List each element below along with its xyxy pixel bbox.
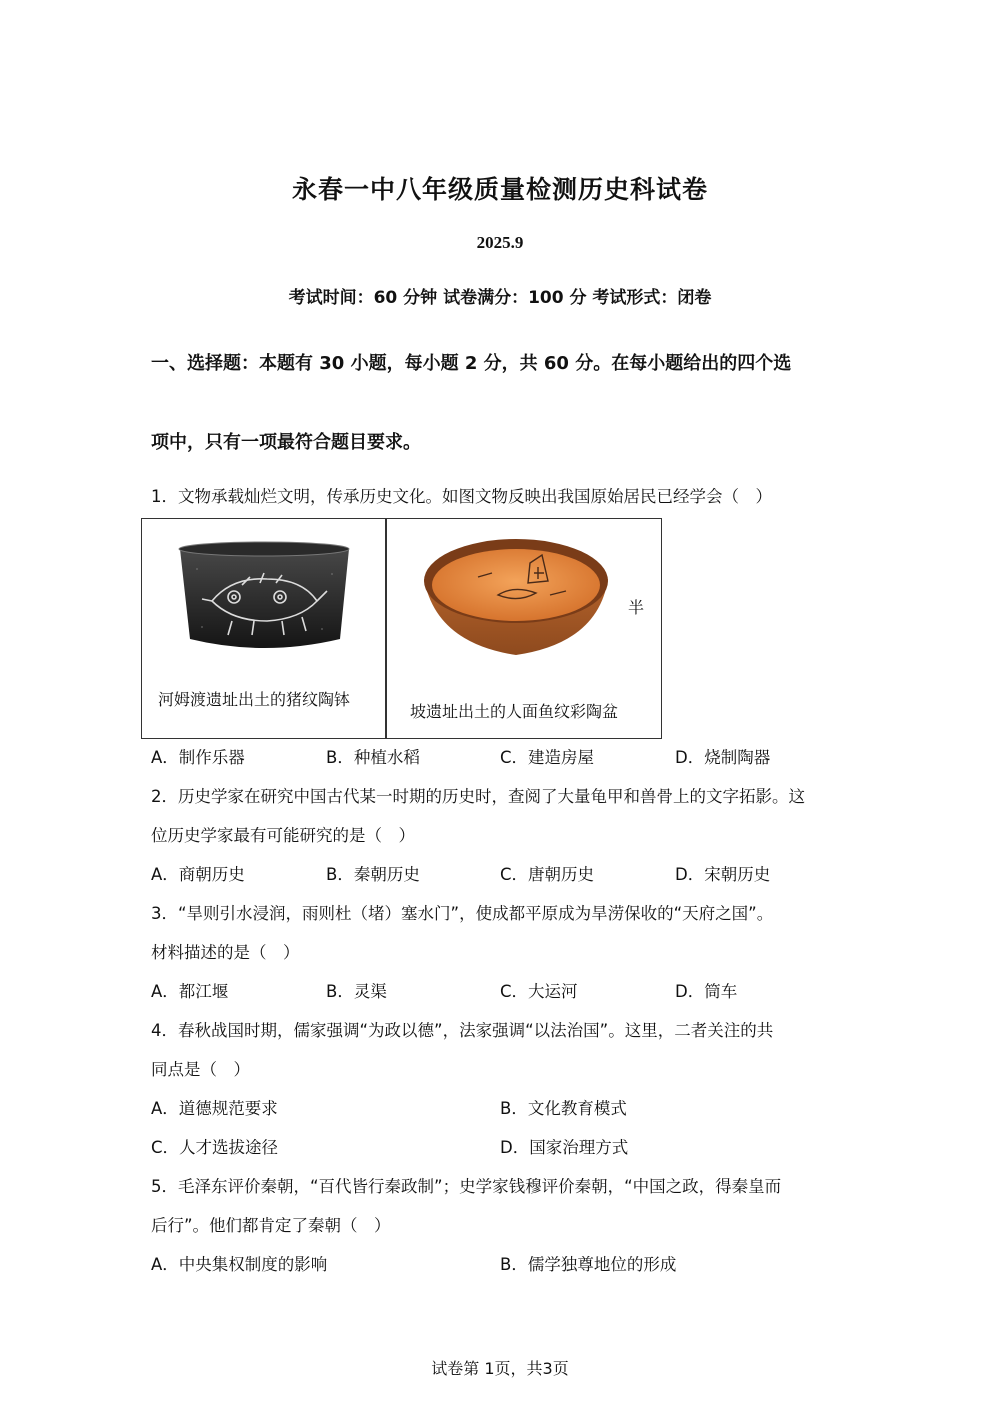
question-5-option-a: A．中央集权制度的影响 [151,1255,328,1274]
section-heading-line1: 一、选择题：本题有 30 小题，每小题 2 分，共 60 分。在每小题给出的四个选 [151,353,792,374]
question-3-option-a: A．都江堰 [151,982,229,1001]
right-artifact-caption-prefix: 半 [628,598,645,617]
question-2-option-c: C．唐朝历史 [500,865,595,884]
artifact-figure [141,518,662,739]
question-4-stem-line1: 4．春秋战国时期，儒家强调“为政以德”，法家强调“以法治国”。这里，二者关注的共 [151,1021,774,1040]
question-1-stem: 1．文物承载灿烂文明，传承历史文化。如图文物反映出我国原始居民已经学会（ ） [151,487,772,506]
question-5-stem-line2: 后行”。他们都肯定了秦朝（ ） [151,1216,391,1235]
question-3-option-d: D．筒车 [675,982,738,1001]
question-4-option-a: A．道德规范要求 [151,1099,278,1118]
page-footer: 试卷第 1页，共3页 [431,1359,569,1378]
figure-divider [385,519,387,738]
question-1-option-d: D．烧制陶器 [675,748,771,767]
question-4-option-d: D．国家治理方式 [500,1138,629,1157]
question-4-option-b: B．文化教育模式 [500,1099,627,1118]
exam-meta: 考试时间：60 分钟 试卷满分：100 分 考试形式：闭卷 [288,288,712,308]
right-artifact-caption: 坡遗址出土的人面鱼纹彩陶盆 [410,702,619,721]
section-heading-line2: 项中，只有一项最符合题目要求。 [151,432,421,453]
exam-title: 永春一中八年级质量检测历史科试卷 [291,175,708,204]
question-4-stem-line2: 同点是（ ） [151,1060,250,1079]
question-5-option-b: B．儒学独尊地位的形成 [500,1255,677,1274]
exam-date: 2025.9 [476,233,524,252]
question-2-option-d: D．宋朝历史 [675,865,771,884]
fish-face-basin-image [418,533,614,663]
question-1-option-c: C．建造房屋 [500,748,595,767]
question-2-option-a: A．商朝历史 [151,865,245,884]
question-1-option-b: B．种植水稻 [326,748,420,767]
question-3-option-b: B．灵渠 [326,982,387,1001]
question-1-option-a: A．制作乐器 [151,748,245,767]
question-2-option-b: B．秦朝历史 [326,865,420,884]
question-5-stem-line1: 5．毛泽东评价秦朝，“百代皆行秦政制”；史学家钱穆评价秦朝，“中国之政，得秦皇而 [151,1177,782,1196]
question-4-option-c: C．人才选拔途径 [151,1138,279,1157]
question-2-stem-line2: 位历史学家最有可能研究的是（ ） [151,826,415,845]
question-3-stem-line1: 3．“旱则引水浸润，雨则杜（堵）塞水门”，使成都平原成为旱涝保收的“天府之国”。 [151,904,774,923]
left-artifact-caption: 河姆渡遗址出土的猪纹陶钵 [158,690,351,709]
question-3-stem-line2: 材料描述的是（ ） [151,943,300,962]
pig-pattern-bowl-image [172,539,357,659]
question-2-stem-line1: 2．历史学家在研究中国古代某一时期的历史时，查阅了大量龟甲和兽骨上的文字拓影。这 [151,787,805,806]
question-3-option-c: C．大运河 [500,982,578,1001]
